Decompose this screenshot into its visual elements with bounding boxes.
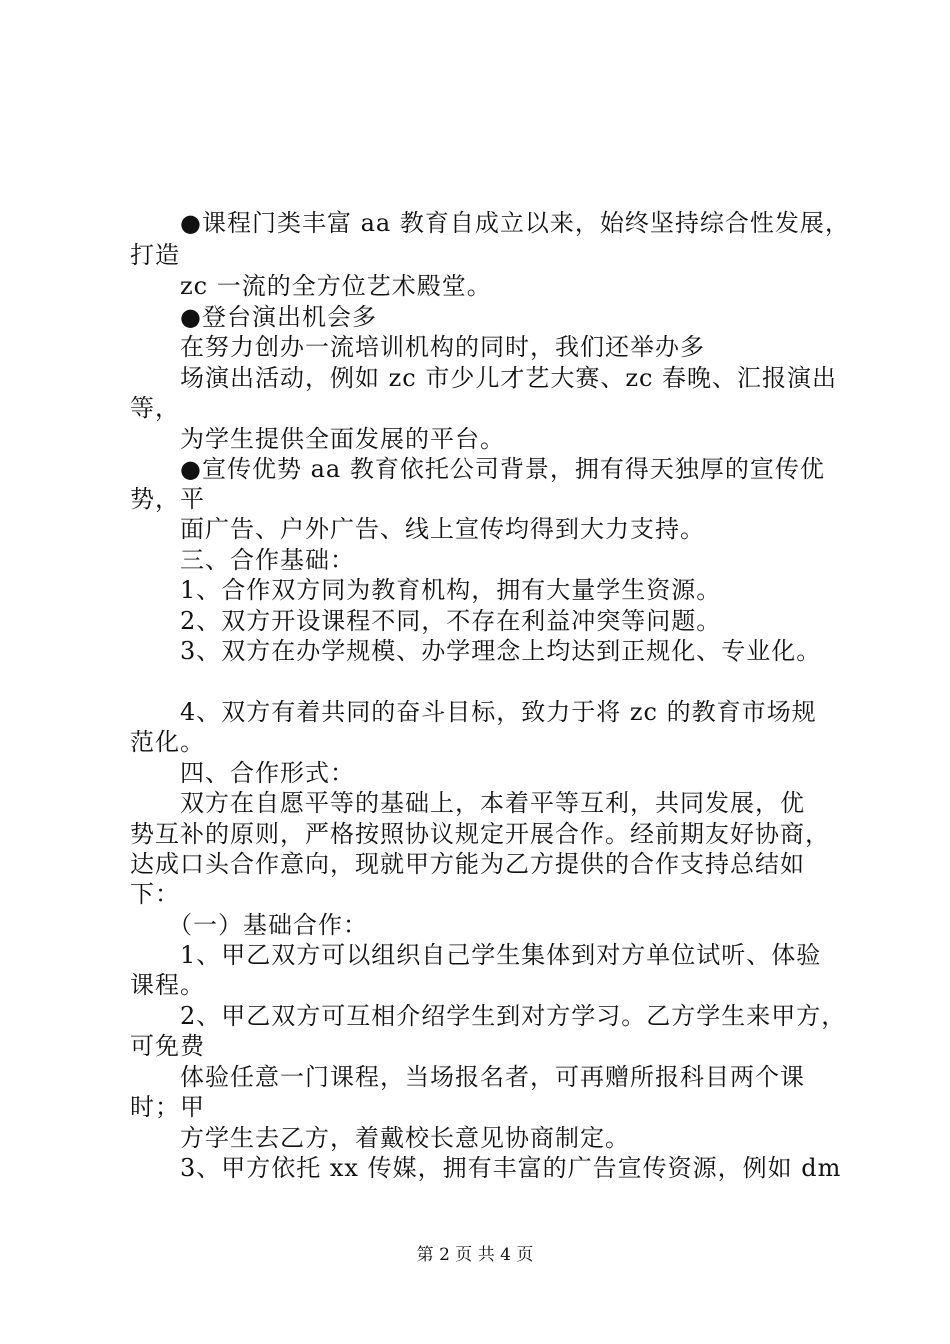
- paragraph-line: 1、甲乙双方可以组织自己学生集体到对方单位试听、体验: [130, 941, 822, 969]
- paragraph-line: 达成口头合作意向，现就甲方能为乙方提供的合作支持总结如: [130, 850, 805, 878]
- paragraph-line: ●宣传优势 aa 教育依托公司背景，拥有得天独厚的宣传优: [130, 455, 825, 483]
- paragraph-line: 面广告、户外广告、线上宣传均得到大力支持。: [130, 515, 705, 543]
- paragraph-line: 1、合作双方同为教育机构，拥有大量学生资源。: [130, 576, 722, 604]
- paragraph-line: ●课程门类丰富 aa 教育自成立以来，始终坚持综合性发展，: [130, 209, 850, 237]
- paragraph-line: 2、双方开设课程不同，不存在利益冲突等问题。: [130, 607, 722, 635]
- paragraph-line: 为学生提供全面发展的平台。: [130, 425, 505, 453]
- paragraph-line: 等，: [130, 394, 180, 422]
- paragraph-line: 可免费: [130, 1032, 205, 1060]
- paragraph-line: 在努力创办一流培训机构的同时，我们还举办多: [130, 333, 705, 361]
- paragraph-line: 3、双方在办学规模、办学理念上均达到正规化、专业化。: [130, 637, 822, 665]
- paragraph-line: 3、甲方依托 xx 传媒，拥有丰富的广告宣传资源，例如 dm: [130, 1154, 842, 1182]
- paragraph-line: 体验任意一门课程，当场报名者，可再赠所报科目两个课: [130, 1063, 805, 1091]
- paragraph-line: 课程。: [130, 971, 205, 999]
- paragraph-line: 4、双方有着共同的奋斗目标，致力于将 zc 的教育市场规: [130, 698, 817, 726]
- subsection-heading: （一）基础合作：: [130, 911, 368, 939]
- paragraph-line: 范化。: [130, 728, 205, 756]
- paragraph-line: 方学生去乙方，着戴校长意见协商制定。: [130, 1124, 630, 1152]
- page-number-footer: 第 2 页 共 4 页: [416, 1245, 534, 1265]
- paragraph-line: ●登台演出机会多: [130, 303, 377, 331]
- paragraph-line: 时；甲: [130, 1093, 205, 1121]
- paragraph-line: 双方在自愿平等的基础上，本着平等互利，共同发展，优: [130, 789, 805, 817]
- paragraph-line: zc 一流的全方位艺术殿堂。: [130, 272, 492, 300]
- paragraph-line: 势，平: [130, 485, 205, 513]
- paragraph-line: 势互补的原则，严格按照协议规定开展合作。经前期友好协商，: [130, 820, 830, 848]
- paragraph-line: 2、甲乙双方可互相介绍学生到对方学习。乙方学生来甲方，: [130, 1002, 847, 1030]
- section-heading: 四、合作形式：: [130, 759, 355, 787]
- paragraph-line: 场演出活动，例如 zc 市少儿才艺大赛、zc 春晚、汇报演出: [130, 364, 838, 392]
- paragraph-line: 打造: [130, 241, 180, 269]
- paragraph-line: 下：: [130, 880, 180, 908]
- section-heading: 三、合作基础：: [130, 546, 355, 574]
